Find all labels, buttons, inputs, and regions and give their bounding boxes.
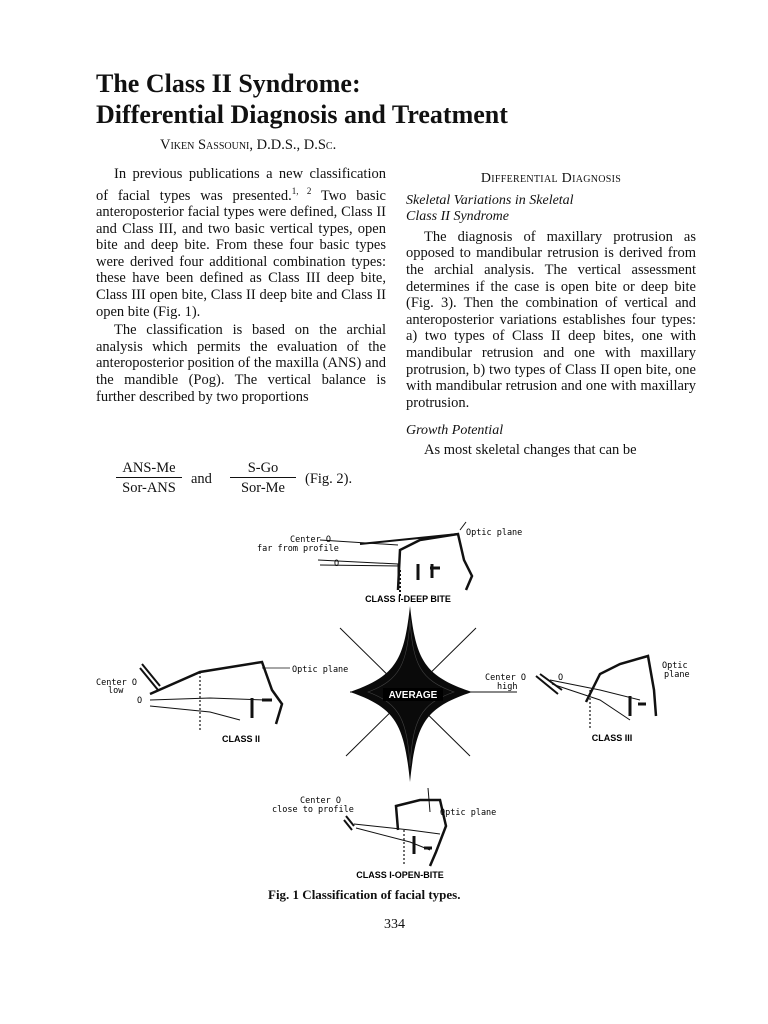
fraction-denominator: Sor-Me: [240, 480, 285, 496]
fraction-s-go-over-sor-me: [230, 459, 296, 498]
title-line-1: The Class II Syndrome:: [96, 69, 361, 98]
section-heading: Differential Diagnosis: [480, 171, 622, 186]
class-ii-label: CLASS II: [221, 734, 261, 744]
fraction-denominator: Sor-ANS: [122, 480, 176, 496]
class-i-deep-bite-label: CLASS I-DEEP BITE: [365, 594, 451, 604]
average-star-diagram: [340, 606, 517, 782]
fraction-numerator: ANS-Me: [116, 459, 182, 478]
subsection-heading-line-2: Class II Syndrome: [406, 209, 509, 225]
left-column: [96, 166, 386, 405]
left-optic-plane-label: Optic plane: [292, 665, 349, 675]
bottom-optic-plane-label: Optic plane: [440, 808, 497, 818]
author-byline: Viken Sassouni, D.D.S., D.Sc.: [160, 137, 337, 153]
top-o-mark: O: [334, 559, 340, 569]
class-ii-diagram: [96, 662, 348, 744]
reference-superscript: 1, 2: [291, 185, 312, 196]
page-number: 334: [384, 917, 405, 932]
class-i-open-bite-diagram: [272, 788, 496, 880]
fraction-ans-me-over-sor-ans: [116, 459, 182, 498]
top-optic-plane-label: Optic plane: [466, 528, 523, 538]
right-o-mark: O: [558, 673, 564, 683]
average-label: AVERAGE: [388, 690, 438, 701]
class-iii-label: CLASS III: [591, 733, 633, 743]
right-center-label-1: Center O: [485, 673, 526, 683]
article-title: [96, 68, 696, 130]
bottom-center-label-1: Center O: [300, 796, 341, 806]
title-line-2: Differential Diagnosis and Treatment: [96, 100, 508, 129]
growth-paragraph: As most skeletal changes that can be: [424, 441, 637, 458]
right-optic-label-2: plane: [664, 670, 690, 680]
right-center-label-2: high: [497, 682, 518, 692]
bottom-center-label-2: close to profile: [272, 805, 354, 815]
subsection-heading-line-1: Skeletal Variations in Skeletal: [406, 192, 574, 208]
classification-paragraph: The classification is based on the archial analysis which permits the evaluation of the anteroposterior position of the maxilla (ANS) and the mandible (Pog). The vertical balance is further described by two proportions: [96, 322, 386, 405]
growth-heading: Growth Potential: [406, 423, 504, 439]
formula-and: and: [191, 471, 212, 487]
top-center-label-1: Center O: [290, 535, 331, 545]
facial-types-figure: [0, 505, 768, 885]
left-center-label-1: Center O: [96, 678, 137, 688]
intro-text: In previous publications a new classification of facial types was presented.: [96, 166, 386, 204]
proportion-formula: [116, 459, 406, 505]
intro-text-continued: Two basic anteroposterior facial types were defined, Class II and Class III, and two basic vertical types, open bite and deep bite. From these four basic types were derived four additional combination types: these have been defined as Class III deep bite, Class III open bite, Class II deep bite and Class II open bite (Fig. 1).: [96, 187, 386, 320]
class-i-deep-bite-diagram: [257, 522, 522, 604]
right-optic-label-1: Optic: [662, 661, 688, 671]
intro-paragraph: [96, 166, 386, 320]
right-column: [406, 166, 696, 459]
class-i-open-bite-label: CLASS I-OPEN-BITE: [356, 870, 444, 880]
fraction-numerator: S-Go: [230, 459, 296, 478]
left-o-mark: O: [137, 696, 143, 706]
diagnosis-paragraph: The diagnosis of maxillary protrusion as opposed to mandibular retrusion is derived from the archial analysis. The vertical assessment determines if the case is open bite or deep bite (Fig. 3). Then the combination of vertical and anteroposterior variations establishes four types: a) two types of Class II deep bites, one with mandibular retrusion and one with maxillary protrusion, b) two types of Class II open bite, one with mandibular retrusion and one with maxillary protrusion.: [406, 228, 696, 411]
class-iii-diagram: [485, 656, 690, 743]
figure-caption: Fig. 1 Classification of facial types.: [268, 887, 461, 902]
figure-reference: (Fig. 2).: [305, 471, 353, 487]
left-center-label-2: low: [108, 686, 124, 696]
top-center-label-2: far from profile: [257, 544, 339, 554]
